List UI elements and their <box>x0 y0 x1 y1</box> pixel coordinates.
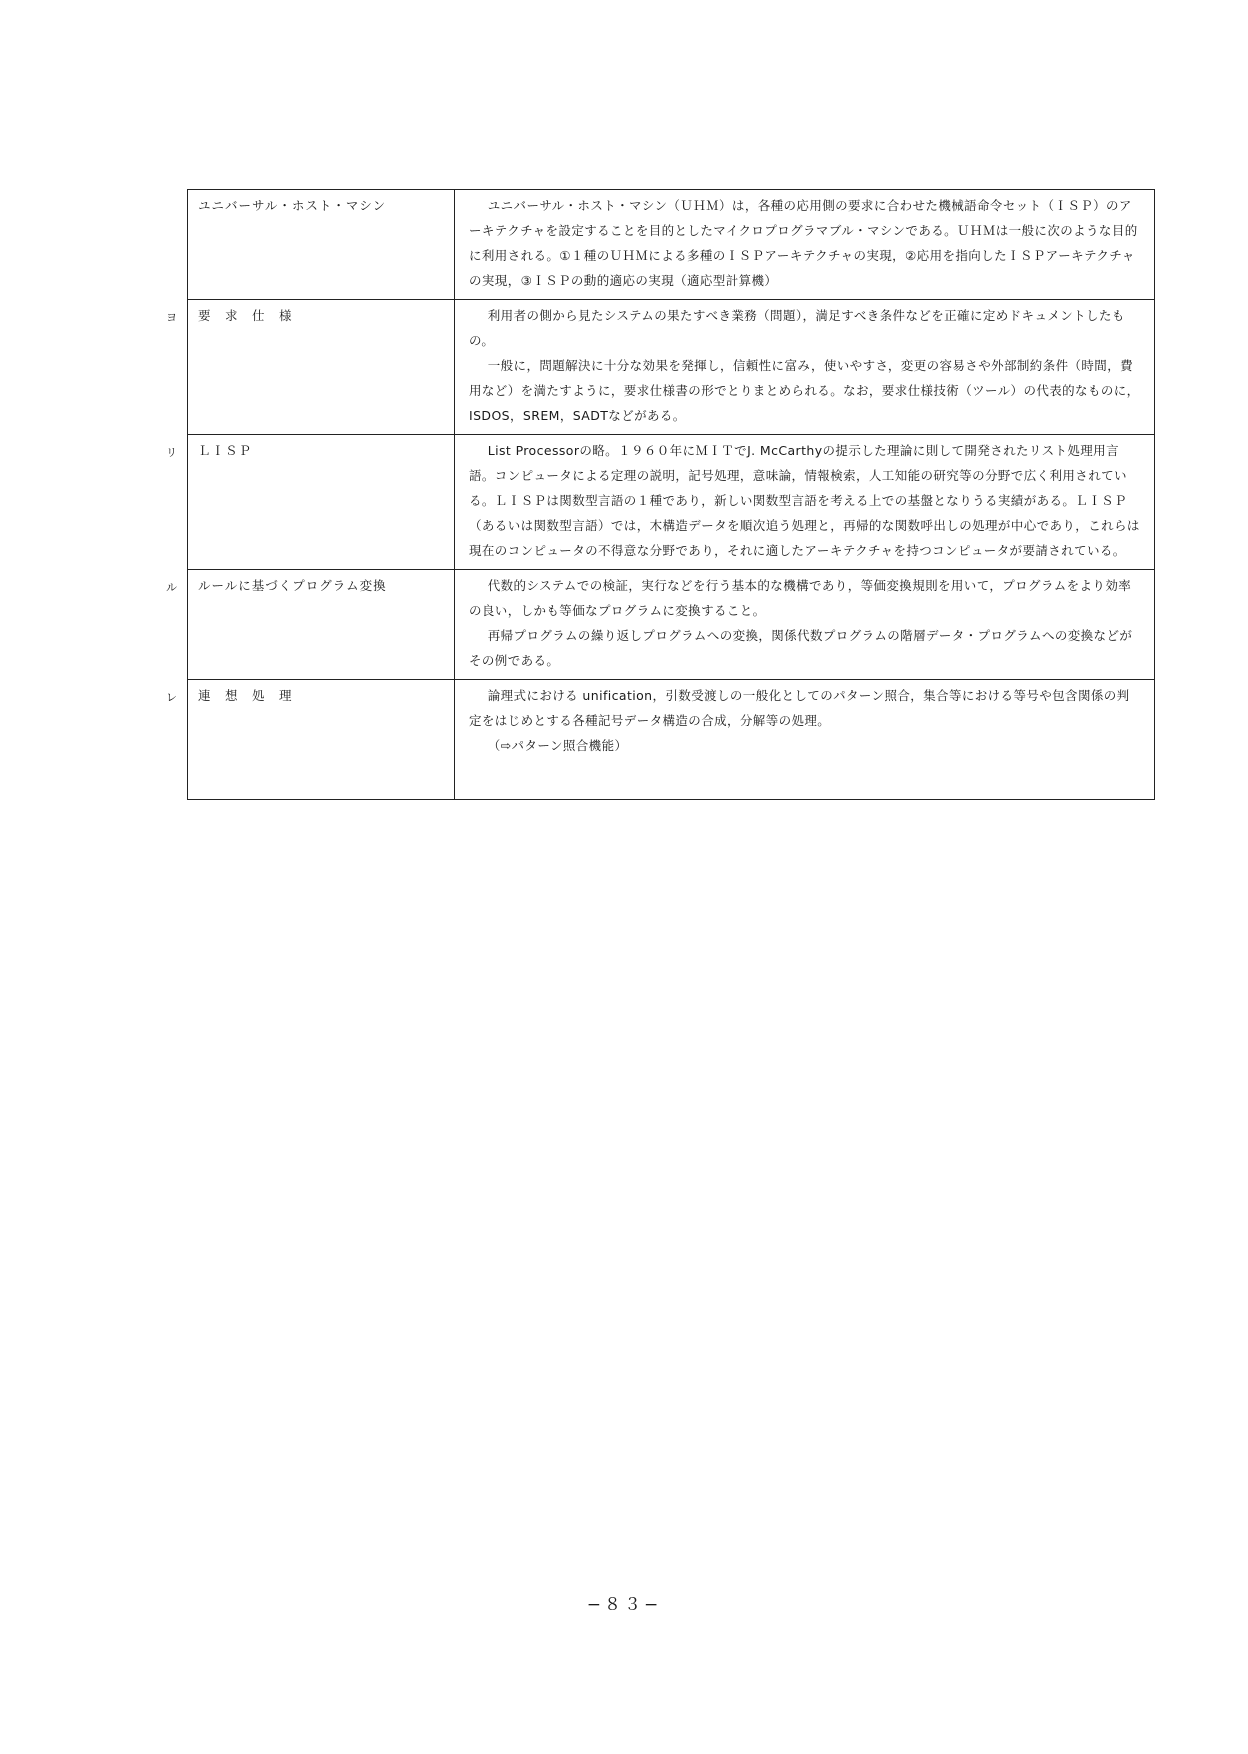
glossary-definition <box>455 435 1155 570</box>
glossary-row <box>188 570 1155 680</box>
definition-paragraph: ユニバーサル・ホスト・マシン（ＵＨＭ）は，各種の応用側の要求に合わせた機械語命令セット（ＩＳＰ）のアーキテクチャを設定することを目的としたマイクロプログラマブル・マシンである。ＵＨＭは一般に次のような目的に利用される。①１種のＵＨＭによる多種のＩＳＰアーキテクチャの実現，②応用を指向したＩＳＰアーキテクチャの実現，③ＩＳＰの動的適応の実現（適応型計算機） <box>469 198 1138 288</box>
definition-paragraph: 利用者の側から見たシステムの果たすべき業務（問題），満足すべき条件などを正確に定めドキュメントしたもの。 <box>469 308 1125 348</box>
glossary-row <box>188 300 1155 435</box>
definition-paragraph: （⇨パターン照合機能） <box>487 738 628 753</box>
index-kana: リ <box>166 445 177 459</box>
glossary-term: 要 求 仕 様 <box>188 300 455 435</box>
glossary-definition <box>455 680 1155 800</box>
definition-paragraph: 一般に，問題解決に十分な効果を発揮し，信頼性に富み，使いやすさ，変更の容易さや外部制約条件（時間，費用など）を満たすように，要求仕様書の形でとりまとめられる。なお，要求仕様技術（ツール）の代表的なものに，ISDOS，SREM，SADTなどがある。 <box>469 358 1140 423</box>
definition-paragraph: 代数的システムでの検証，実行などを行う基本的な機構であり，等価変換規則を用いて，プログラムをより効率の良い，しかも等価なプログラムに変換すること。 <box>469 578 1132 618</box>
glossary-row <box>188 190 1155 300</box>
index-kana: レ <box>166 690 177 704</box>
glossary-term: ルールに基づくプログラム変換 <box>188 570 455 680</box>
definition-paragraph: 論理式における unification，引数受渡しの一般化としてのパターン照合，集合等における等号や包含関係の判定をはじめとする各種記号データ構造の合成，分解等の処理。 <box>469 688 1130 728</box>
glossary-term: ＬＩＳＰ <box>188 435 455 570</box>
definition-paragraph: List Processorの略。１９６０年にＭＩＴでJ. McCarthyの提示した理論に則して開発されたリスト処理用言語。コンピュータによる定理の説明，記号処理，意味論，情報検索，人工知能の研究等の分野で広く利用されている。ＬＩＳＰは関数型言語の１種であり，新しい関数型言語を考える上での基盤となりうる実績がある。ＬＩＳＰ（あるいは関数型言語）では，木構造データを順次追う処理と，再帰的な関数呼出しの処理が中心であり，これらは現在のコンピュータの不得意な分野であり，それに適したアーキテクチャを持つコンピュータが要請されている。 <box>469 443 1140 558</box>
glossary-definition <box>455 570 1155 680</box>
index-kana: ヨ <box>166 310 177 324</box>
glossary-table <box>187 189 1155 800</box>
glossary-definition <box>455 190 1155 300</box>
glossary-row <box>188 435 1155 570</box>
page-number: −８３− <box>586 1595 662 1615</box>
glossary-term: 連 想 処 理 <box>188 680 455 800</box>
glossary-row <box>188 680 1155 800</box>
index-kana: ル <box>166 580 177 594</box>
definition-paragraph: 再帰プログラムの繰り返しプログラムへの変換，関係代数プログラムの階層データ・プログラムへの変換などがその例である。 <box>469 628 1133 668</box>
glossary-definition <box>455 300 1155 435</box>
glossary-term: ユニバーサル・ホスト・マシン <box>188 190 455 300</box>
